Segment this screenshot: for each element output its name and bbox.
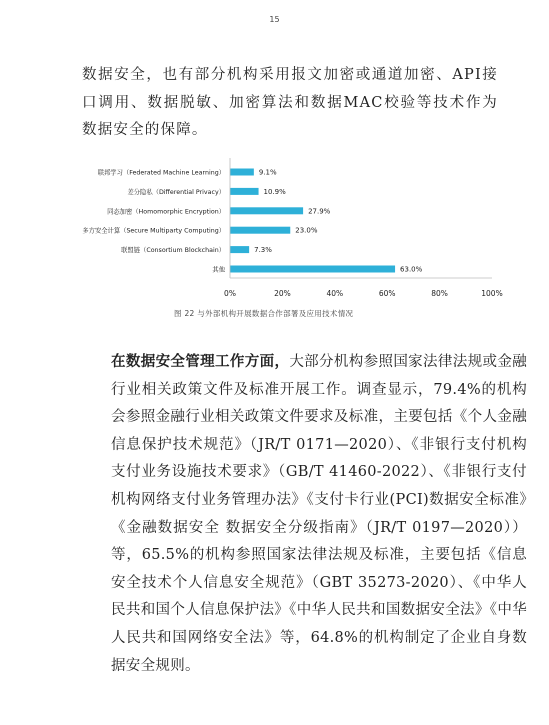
- paragraph-top: 数据安全，也有部分机构采用报文加密或通道加密、API接口调用、数据脱敏、加密算法和数据MAC校验等技术作为数据安全的保障。: [82, 67, 498, 139]
- category-label: 其他: [212, 266, 225, 274]
- category-label: 联盟链（Consortium Blockchain）: [121, 247, 225, 255]
- bar: [230, 266, 395, 273]
- bar: [230, 169, 254, 176]
- value-label: 27.9%: [308, 207, 331, 216]
- category-label: 联邦学习（Federated Machine Learning）: [97, 169, 225, 177]
- page-number: 15: [269, 15, 280, 24]
- x-tick-label: 40%: [326, 289, 344, 298]
- paragraph-text: 大部分机构参照国家法律法规或金融行业相关政策文件及标准开展工作。调查显示，79.4%的机构会参照金融行业相关政策文件要求及标准，主要包括《个人金融信息保护技术规范》（JR/T 0171—2020）、《非银行支付机构支付业务设施技术要求》（GB/T 41460-2022）、《非银行支付机构网络支付业务管理办法》《支付卡行业(PCI)数据安全标准》《金融数据安全 数据安全分级指南》（JR/T 0197—2020））等，65.5%的机构参照国家法律法规及标准，主要包括《信息安全技术个人信息安全规范》（GBT 35273-2020）、《中华人民共和国个人信息保护法》《中华人民共和国数据安全法》《中华人民共和国网络安全法》等，64.8%的机构制定了企业自身数据安全规则。: [111, 354, 527, 674]
- bars: [230, 169, 395, 273]
- bar: [230, 188, 259, 195]
- figure-caption: 图 22 与外部机构开展数据合作部署及应用技术情况: [174, 309, 354, 318]
- bar: [230, 207, 303, 214]
- value-label: 10.9%: [263, 187, 286, 196]
- x-tick-label: 0%: [224, 289, 236, 298]
- value-label: 7.3%: [254, 246, 272, 255]
- value-label: 23.0%: [295, 226, 318, 235]
- category-labels: [82, 168, 225, 274]
- paragraph-lead: 在数据安全管理工作方面，: [111, 353, 290, 370]
- x-tick-label: 60%: [378, 289, 396, 298]
- x-tick-labels: [224, 289, 503, 298]
- value-labels: [254, 169, 423, 274]
- value-label: 63.0%: [400, 265, 423, 274]
- category-label: 多方安全计算（Secure Multiparty Computing）: [82, 227, 225, 235]
- bar-chart: [0, 150, 549, 310]
- x-tick-label: 20%: [274, 289, 291, 298]
- x-tick-label: 100%: [481, 289, 503, 298]
- x-tick-label: 80%: [431, 289, 448, 298]
- value-label: 9.1%: [258, 168, 277, 177]
- category-label: 差分隐私（Differential Privacy）: [127, 188, 225, 196]
- bar: [230, 246, 249, 253]
- category-label: 同态加密（Homomorphic Encryption）: [107, 208, 225, 216]
- paragraph-body: [82, 348, 527, 680]
- bar: [230, 227, 290, 234]
